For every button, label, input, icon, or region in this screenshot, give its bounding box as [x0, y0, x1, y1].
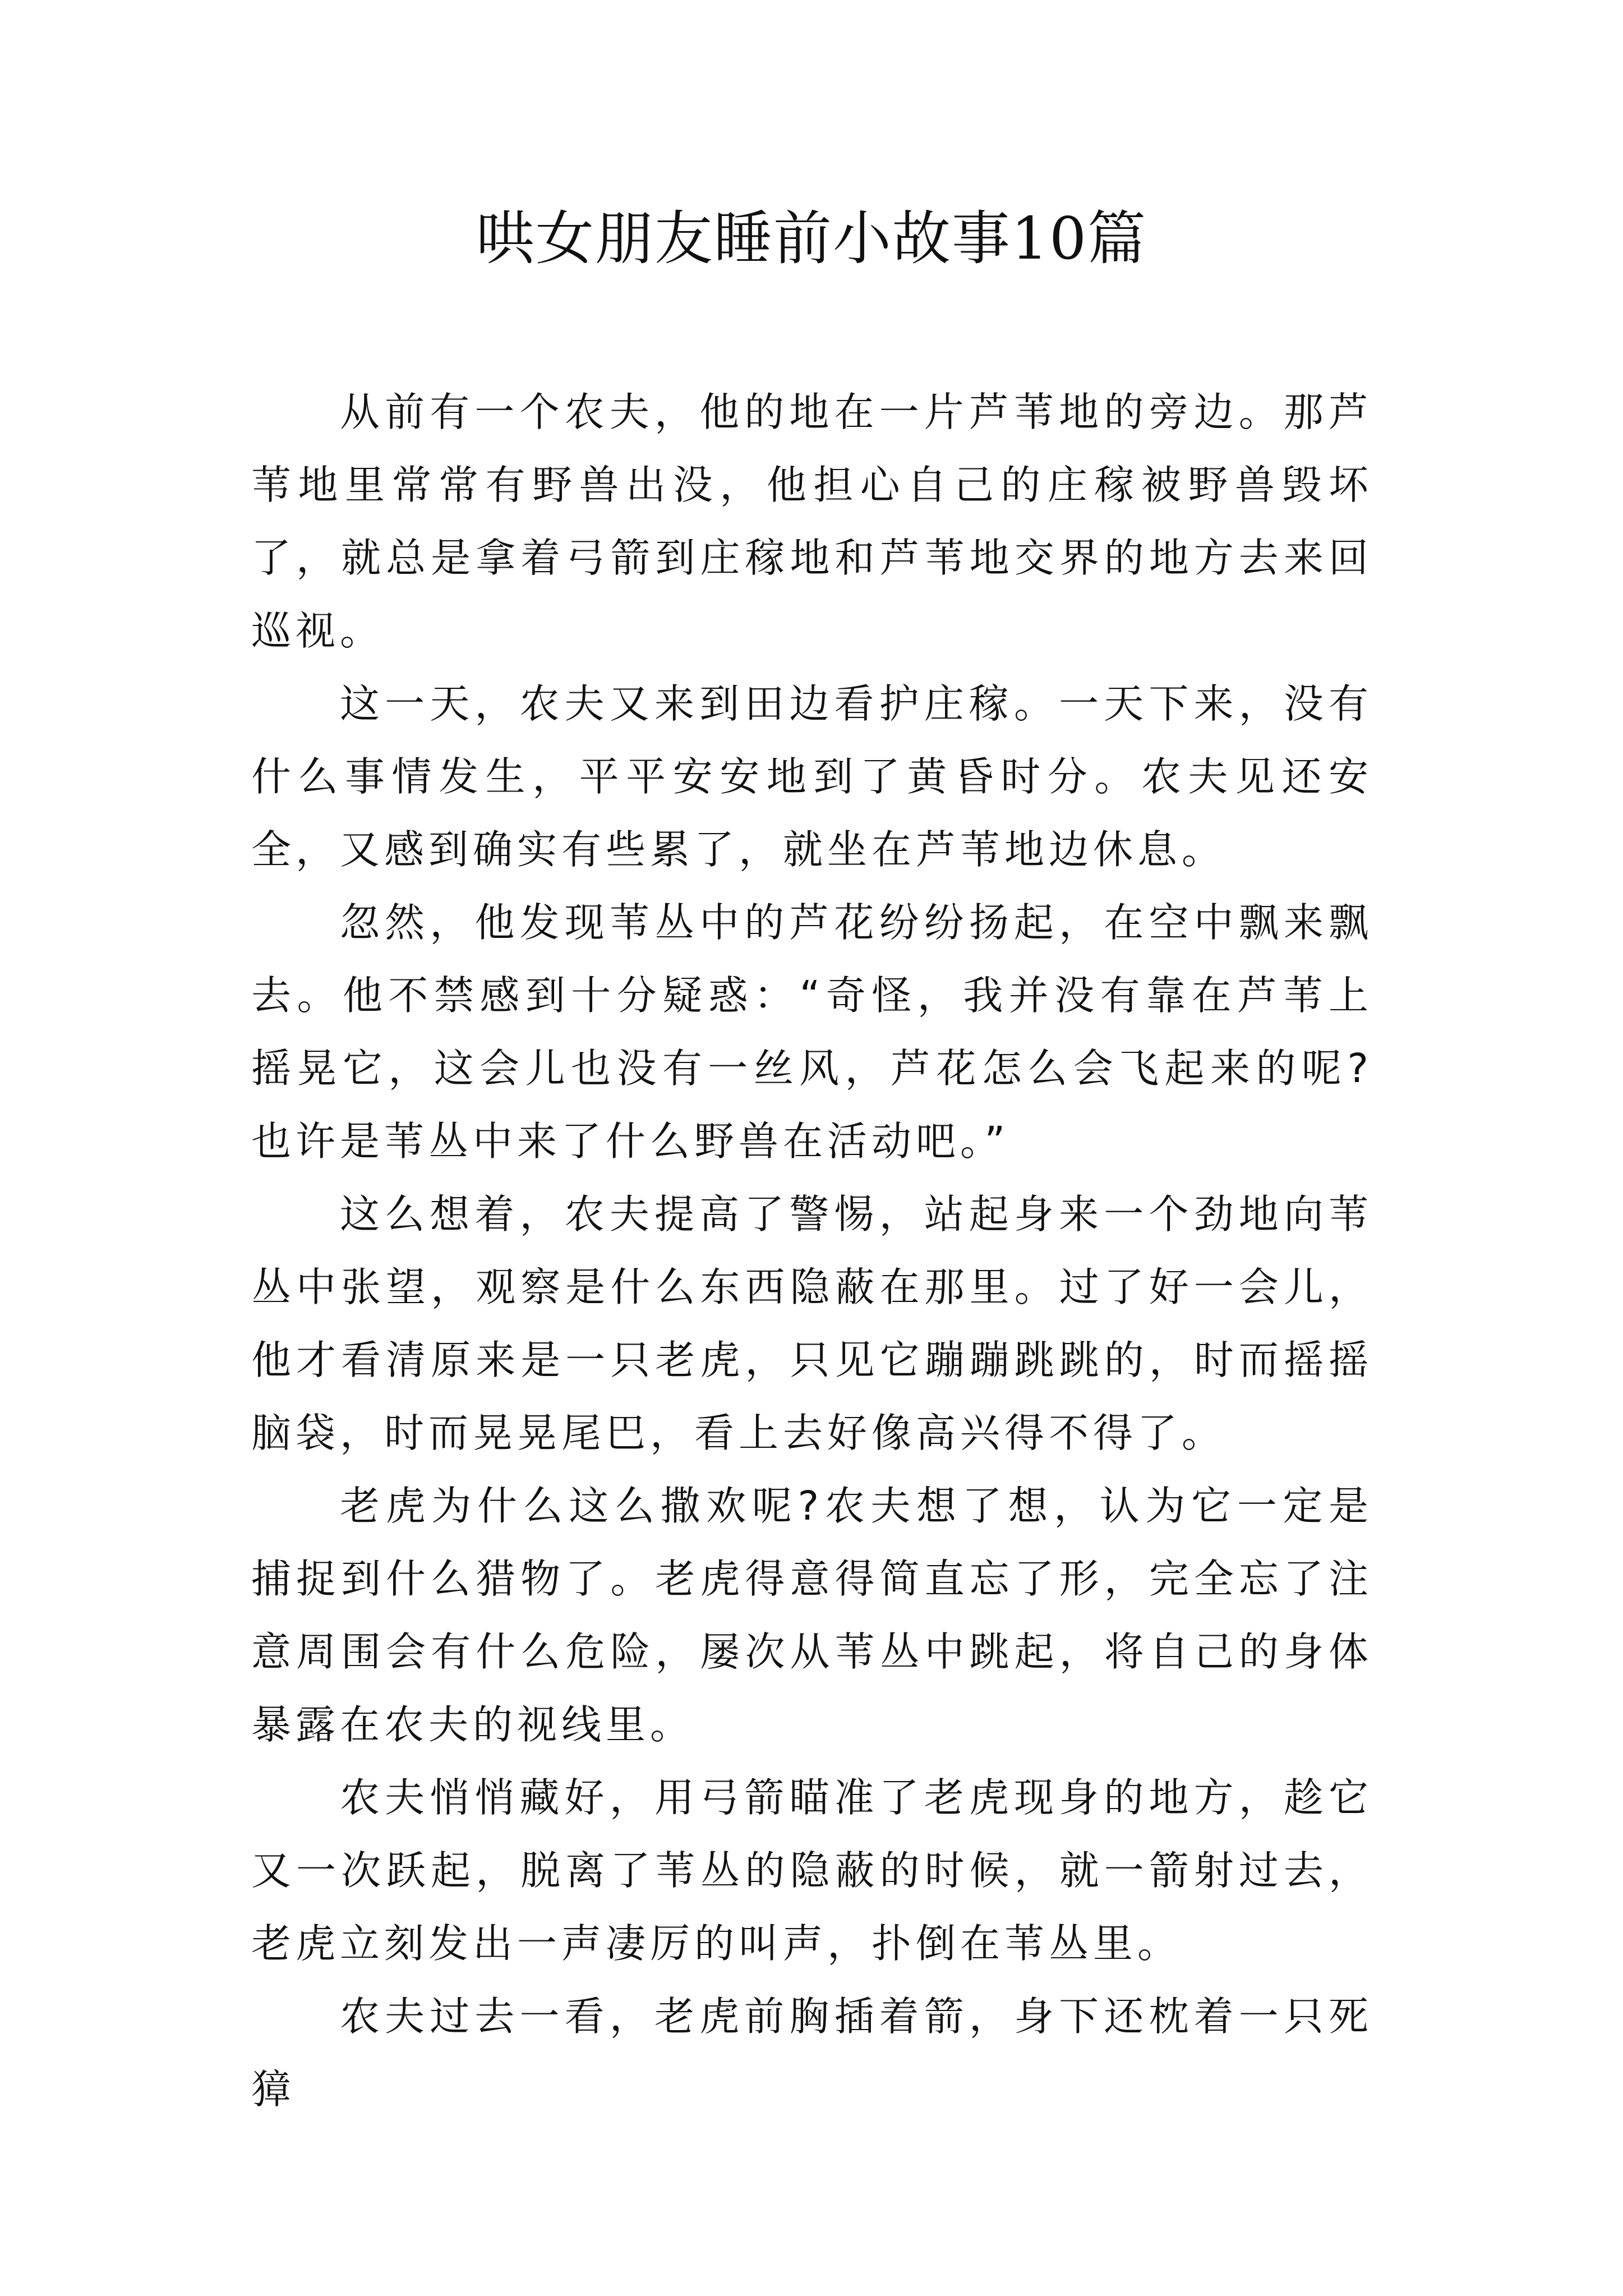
paragraph: 从前有一个农夫，他的地在一片芦苇地的旁边。那芦苇地里常常有野兽出没，他担心自己的庄稼被野兽毁坏了，就总是拿着弓箭到庄稼地和芦苇地交界的地方去来回巡视。: [251, 389, 1373, 654]
paragraph: 农夫悄悄藏好，用弓箭瞄准了老虎现身的地方，趁它又一次跃起，脱离了苇丛的隐蔽的时候，就一箭射过去，老虎立刻发出一声凄厉的叫声，扑倒在苇丛里。: [251, 1774, 1373, 1967]
paragraph: 农夫过去一看，老虎前胸插着箭，身下还枕着一只死獐: [251, 1993, 1373, 2113]
paragraph: 这一天，农夫又来到田边看护庄稼。一天下来，没有什么事情发生，平平安安地到了黄昏时分。农夫见还安全，又感到确实有些累了，就坐在芦苇地边休息。: [251, 680, 1373, 873]
paragraph: 这么想着，农夫提高了警惕，站起身来一个劲地向苇丛中张望，观察是什么东西隐蔽在那里。过了好一会儿，他才看清原来是一只老虎，只见它蹦蹦跳跳的，时而摇摇脑袋，时而晃晃尾巴，看上去好像高兴得不得了。: [251, 1191, 1373, 1456]
document-body: [251, 376, 1373, 2126]
paragraph: 忽然，他发现苇丛中的芦花纷纷扬起，在空中飘来飘去。他不禁感到十分疑惑：“奇怪，我并没有靠在芦苇上摇晃它，这会儿也没有一丝风，芦花怎么会飞起来的呢?也许是苇丛中来了什么野兽在活动吧。”: [251, 899, 1373, 1165]
paragraph: 老虎为什么这么撒欢呢?农夫想了想，认为它一定是捕捉到什么猎物了。老虎得意得简直忘了形，完全忘了注意周围会有什么危险，屡次从苇丛中跳起，将自己的身体暴露在农夫的视线里。: [251, 1483, 1373, 1748]
page-title: 哄女朋友睡前小故事10篇: [476, 204, 1147, 273]
